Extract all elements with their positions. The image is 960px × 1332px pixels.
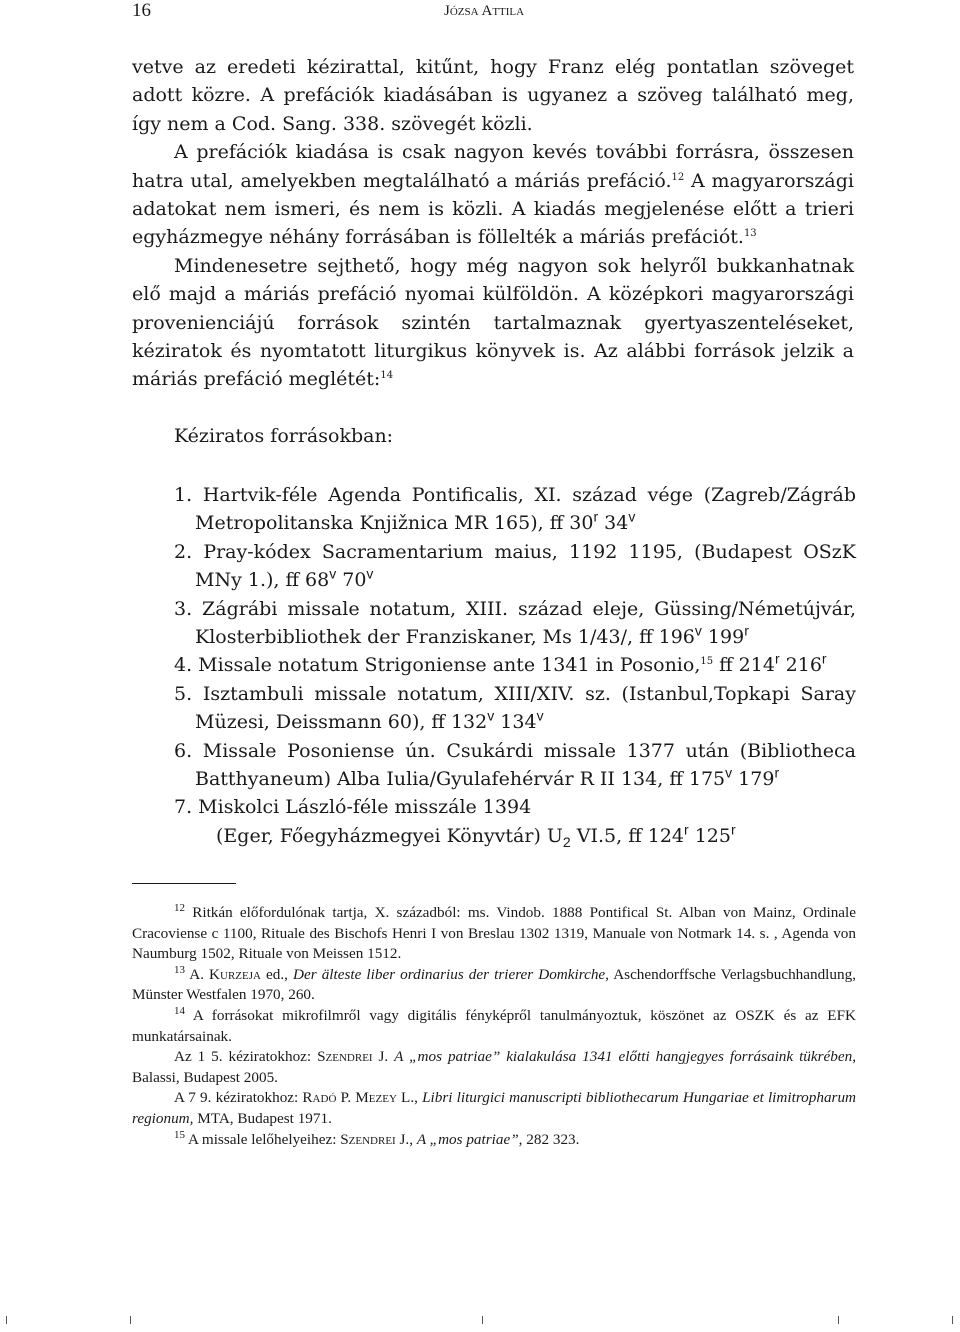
crop-mark <box>838 1316 839 1324</box>
list-item: 3. Zágrábi missale notatum, XIII. század eleje, Güssing/Németújvár, Klosterbibliothek der Franziskaner, Ms 1/43/, ff 196$^v$ 199$^r$ <box>174 597 856 649</box>
list-item: 7. Miskolci László-féle misszále 1394 (Eger, Főegyházmegyei Könyvtár) $U_2$ VI.5, ff 124$^r$ 125$^r$ <box>174 796 736 850</box>
footnote-ref[interactable]: 12 <box>671 171 685 183</box>
footnote-ref[interactable]: 15 <box>700 656 714 668</box>
footnotes <box>132 903 856 1150</box>
list-item: 6. Missale Posoniense ún. Csukárdi missale 1377 után (Bibliotheca Batthyaneum) Alba Iulia/Gyulafehérvár R II 134, ff 175$^v$ 179$^r$ <box>174 739 856 791</box>
crop-mark <box>482 1316 483 1324</box>
main-text <box>132 53 854 394</box>
paragraph: Mindenesetre sejthető, hogy még nagyon sok helyről bukkanhatnak elő majd a máriás prefáció nyomai külföldön. A középkori magyarországi provenienciájú források szintén tartalmaznak gyertyaszenteléseket, kéziratok és nyomtatott liturgikus könyvek is. Az alábbi források jelzik a máriás prefáció meglétét:$^{14}$ <box>132 254 854 391</box>
footnote-separator <box>132 883 236 884</box>
page-number: 16 <box>132 0 151 21</box>
page-edge-marks <box>0 1316 960 1332</box>
list-item: 2. Pray-kódex Sacramentarium maius, 1192 1195, (Budapest OSzK MNy 1.), ff 68$^v$ 70$^v$ <box>174 540 856 592</box>
source-list <box>174 481 856 850</box>
footnote-continuation: A 7 9. kéziratokhoz: Radó P. Mezey L., Libri liturgici manuscripti bibliothecarum Hungariae et limitropharum regionum, MTA, Budapest 1971. <box>132 1089 857 1127</box>
footnote: $^{13}$ A. Kurzeja ed., Der älteste liber ordinarius der trierer Domkirche, Aschendorffsche Verlagsbuchhandlung, Münster Westfalen 1970, 260. <box>132 963 856 1004</box>
list-item: 5. Isztambuli missale notatum, XIII/XIV. sz. (Istanbul,Topkapi Saray Müzesi, Deissmann 60), ff 132$^v$ 134$^v$ <box>174 682 856 734</box>
running-header <box>132 0 860 26</box>
paragraph: vetve az eredeti kézirattal, kitűnt, hogy Franz elég pontatlan szöveget adott közre. A prefációk kiadásában is ugyanez a szöveg található meg, így nem a Cod. Sang. 338. szövegét közli. <box>132 56 854 135</box>
crop-mark <box>952 1316 953 1324</box>
footnote: $^{14}$ A forrásokat mikrofilmről vagy digitális fényképről tanulmányoztuk, köszönet az OSZK és az EFK munkatársainak. <box>132 1004 856 1045</box>
crop-mark <box>130 1316 131 1324</box>
list-item: 1. Hartvik-féle Agenda Pontificalis, XI. század vége (Zagreb/Zágráb Metropolitanska Knjižnica MR 165), ff 30$^r$ 34$^v$ <box>174 484 856 535</box>
footnote-ref[interactable]: 14 <box>380 370 394 382</box>
footnote: $^{12}$ Ritkán előfordulónak tartja, X. századból: ms. Vindob. 1888 Pontifical St. Alban von Mainz, Ordinale Cracoviense c 1100, Rituale des Bischofs Henri I von Breslau 1302 1319, Manuale von Notmark 14. s. , Agenda von Naumburg 1502, Rituale von Meissen 1512. <box>132 901 856 963</box>
footnote: $^{15}$ A missale lelőhelyeihez: Szendrei J., A „mos patriae”, 282 323. <box>174 1128 580 1148</box>
crop-mark <box>6 1316 7 1324</box>
list-item: 4. Missale notatum Strigoniense ante 1341 in Posonio,$^{15}$ ff 214$^r$ 216$^r$ <box>174 651 827 677</box>
paragraph: A prefációk kiadása is csak nagyon kevés további forrásra, összesen hatra utal, amelyekben megtalálható a máriás prefáció.$^{12}$ A magyarországi adatokat nem ismeri, és nem is közli. A kiadás megjelenése előtt a trieri egyházmegye néhány forrásában is föllelték a máriás prefációt.$^{13}$ <box>132 141 854 249</box>
running-author: Józsa Attila <box>444 3 525 19</box>
footnote-ref[interactable]: 13 <box>743 228 757 240</box>
footnote-continuation: Az 1 5. kéziratokhoz: Szendrei J. A „mos patriae” kialakulása 1341 előtti hangjegyes forrásaink tükrében, Balassi, Budapest 2005. <box>132 1048 856 1086</box>
section-subheading: Kéziratos forrásokban: <box>174 425 394 447</box>
